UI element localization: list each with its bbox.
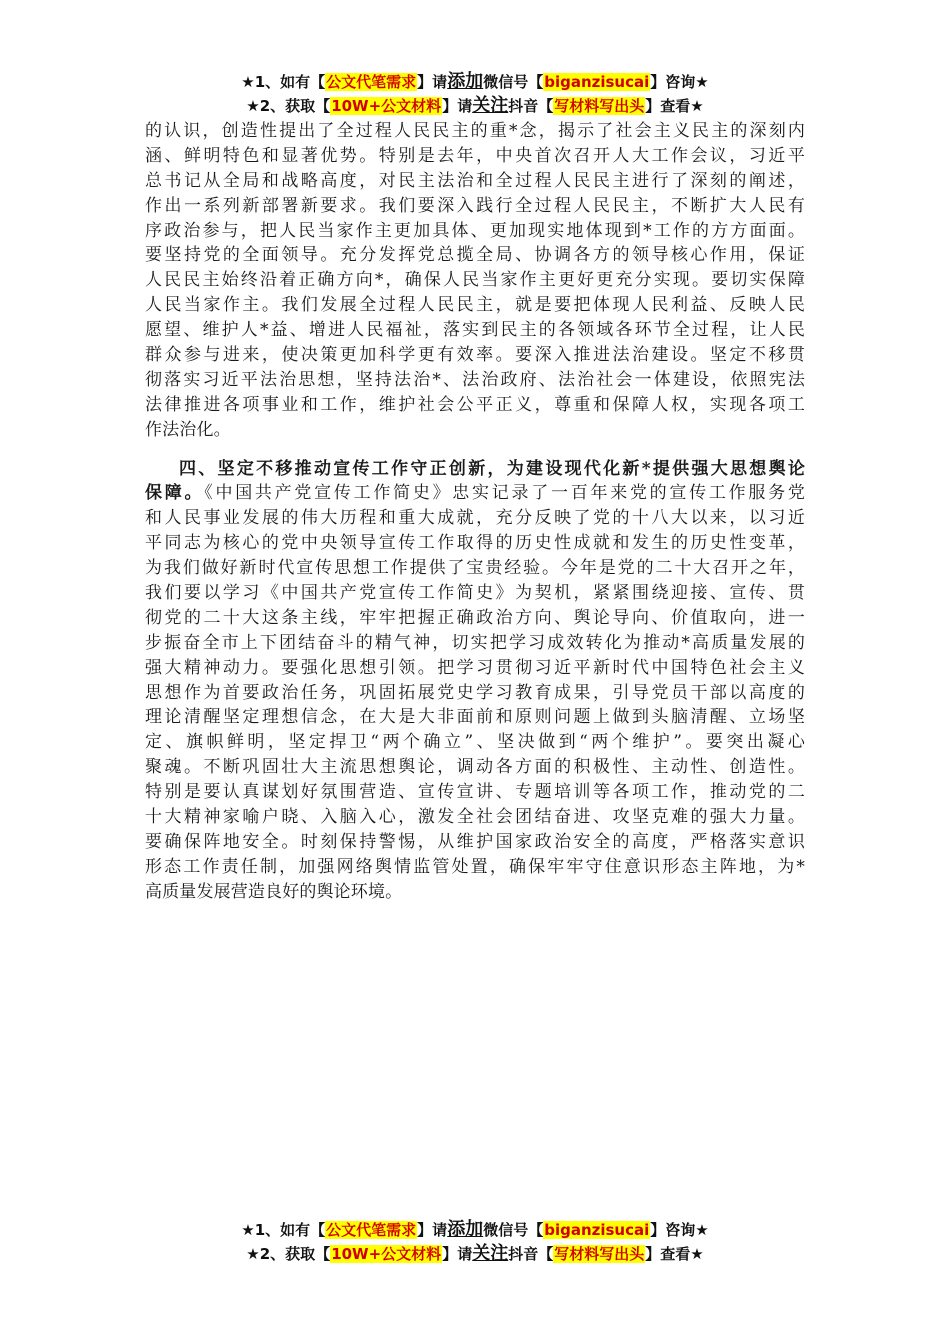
footer-banner [0, 1218, 950, 1266]
highlight-materials: 10W+公文材料 [331, 1245, 442, 1263]
banner-text: ★1、如有【 [241, 1221, 326, 1239]
paragraph-line: 理论清醒坚定理想信念，在大是大非面前和原则问题上做到头脑清醒、立场坚 [145, 707, 805, 728]
paragraph-line: 思想作为首要政治任务，巩固拓展党史学习教育成果，引导党员干部以高度的 [145, 682, 805, 703]
paragraph-line: 强大精神动力。要强化思想引领。把学习贯彻习近平新时代中国特色社会主义 [145, 657, 805, 678]
paragraph-line: 涵、鲜明特色和显著优势。特别是去年，中央首次召开人大工作会议，习近平 [145, 145, 805, 166]
header-banner [0, 70, 950, 118]
banner-text: 】咨询★ [650, 1221, 709, 1239]
banner-text: 】请 [442, 97, 473, 115]
paragraph-line: 定、旗帜鲜明，坚定捍卫“两个确立”、坚决做到“两个维护”。要突出凝心 [145, 732, 805, 753]
paragraph-line: 形态工作责任制，加强网络舆情监管处置，确保牢牢守住意识形态主阵地，为* [145, 856, 805, 877]
banner-text: 】咨询★ [650, 73, 709, 91]
section-heading: 四、坚定不移推动宣传工作守正创新，为建设现代化新*提供强大思想舆论 [179, 458, 805, 479]
paragraph-line: 要坚持党的全面领导。充分发挥党总揽全局、协调各方的领导核心作用，保证 [145, 245, 805, 266]
paragraph-line: 聚魂。不断巩固壮大主流思想舆论，调动各方面的积极性、主动性、创造性。 [145, 757, 805, 778]
paragraph-line: 人民当家作主。我们发展全过程人民民主，就是要把体现人民利益、反映人民 [145, 295, 805, 316]
banner-text: 】请 [417, 1221, 448, 1239]
paragraph-democracy [145, 119, 805, 443]
highlight-wechat-id: biganzisucai [544, 73, 650, 91]
banner-line-1 [0, 70, 950, 94]
section-heading-end: 保障。 [145, 483, 205, 504]
banner-line-2 [0, 1242, 950, 1266]
banner-emphasis: 关注 [472, 95, 509, 116]
banner-text: 】查看★ [645, 1245, 704, 1263]
paragraph-line: 要确保阵地安全。时刻保持警惕，从维护国家政治安全的高度，严格落实意识 [145, 831, 805, 852]
banner-text: 抖音【 [508, 97, 554, 115]
banner-line-2 [0, 94, 950, 118]
paragraph-line: 十大精神家喻户晓、入脑入心，激发全社会团结奋进、攻坚克难的强大力量。 [145, 807, 805, 828]
paragraph-line: 法律推进各项事业和工作，维护社会公平正义，尊重和保障人权，实现各项工 [145, 394, 805, 415]
banner-text: 微信号【 [483, 73, 544, 91]
banner-text: 】请 [442, 1245, 473, 1263]
highlight-douyin-account: 写材料写出头 [554, 97, 645, 115]
banner-text: 】查看★ [645, 97, 704, 115]
paragraph-line: 总书记从全局和战略高度，对民主法治和全过程人民民主进行了深刻的阐述， [145, 170, 805, 191]
paragraph-line: 愿望、维护人*益、增进人民福祉，落实到民主的各领域各环节全过程，让人民 [145, 320, 805, 341]
paragraph-line: 彻党的二十大这条主线，牢牢把握正确政治方向、舆论导向、价值取向，进一 [145, 607, 805, 628]
highlight-materials: 10W+公文材料 [331, 97, 442, 115]
highlight-service: 公文代笔需求 [326, 73, 417, 91]
paragraph-line [145, 481, 805, 506]
paragraph-line: 群众参与进来，使决策更加科学更有效率。要深入推进法治建设。坚定不移贯 [145, 345, 805, 366]
paragraph-line: 作法治化。 [145, 419, 231, 440]
banner-emphasis: 添加 [447, 71, 484, 92]
highlight-service: 公文代笔需求 [326, 1221, 417, 1239]
paragraph-line: 和人民事业发展的伟大历程和重大成就，充分反映了党的十八大以来，以习近 [145, 508, 805, 529]
paragraph-propaganda [145, 457, 805, 905]
highlight-douyin-account: 写材料写出头 [554, 1245, 645, 1263]
banner-text: 】请 [417, 73, 448, 91]
paragraph-line: 序政治参与，把人民当家作主更加具体、更加现实地体现到*工作的方方面面。 [145, 220, 805, 241]
paragraph-line: 高质量发展营造良好的舆论环境。 [145, 881, 403, 902]
banner-text: ★2、获取【 [246, 97, 331, 115]
paragraph-line: 彻落实习近平法治思想，坚持法治*、法治政府、法治社会一体建设，依照宪法 [145, 369, 805, 390]
paragraph-line: 平同志为核心的党中央领导宣传工作取得的历史性成就和发生的历史性变革， [145, 533, 805, 554]
paragraph-line: 特别是要认真谋划好氛围营造、宣传宣讲、专题培训等各项工作，推动党的二 [145, 782, 805, 803]
banner-text: ★1、如有【 [241, 73, 326, 91]
paragraph-line: 为我们做好新时代宣传思想工作提供了宝贵经验。今年是党的二十大召开之年， [145, 558, 805, 579]
paragraph-line-text: 《中国共产党宣传工作简史》忠实记录了一百年来党的宣传工作服务党 [204, 483, 805, 504]
banner-emphasis: 关注 [472, 1243, 509, 1264]
paragraph-line: 的认识，创造性提出了全过程人民民主的重*念，揭示了社会主义民主的深刻内 [145, 121, 805, 141]
banner-line-1 [0, 1218, 950, 1242]
paragraph-line: 人民民主始终沿着正确方向*，确保人民当家作主更好更充分实现。要切实保障 [145, 270, 805, 291]
banner-emphasis: 添加 [447, 1219, 484, 1240]
paragraph-line: 步振奋全市上下团结奋斗的精气神，切实把学习成效转化为推动*高质量发展的 [145, 632, 805, 653]
banner-text: 微信号【 [483, 1221, 544, 1239]
highlight-wechat-id: biganzisucai [544, 1221, 650, 1239]
banner-text: 抖音【 [508, 1245, 554, 1263]
paragraph-line: 我们要以学习《中国共产党宣传工作简史》为契机，紧紧围绕迎接、宣传、贯 [145, 583, 805, 604]
document-body [145, 119, 805, 905]
paragraph-line: 作出一系列新部署新要求。我们要深入践行全过程人民民主，不断扩大人民有 [145, 195, 805, 216]
banner-text: ★2、获取【 [246, 1245, 331, 1263]
